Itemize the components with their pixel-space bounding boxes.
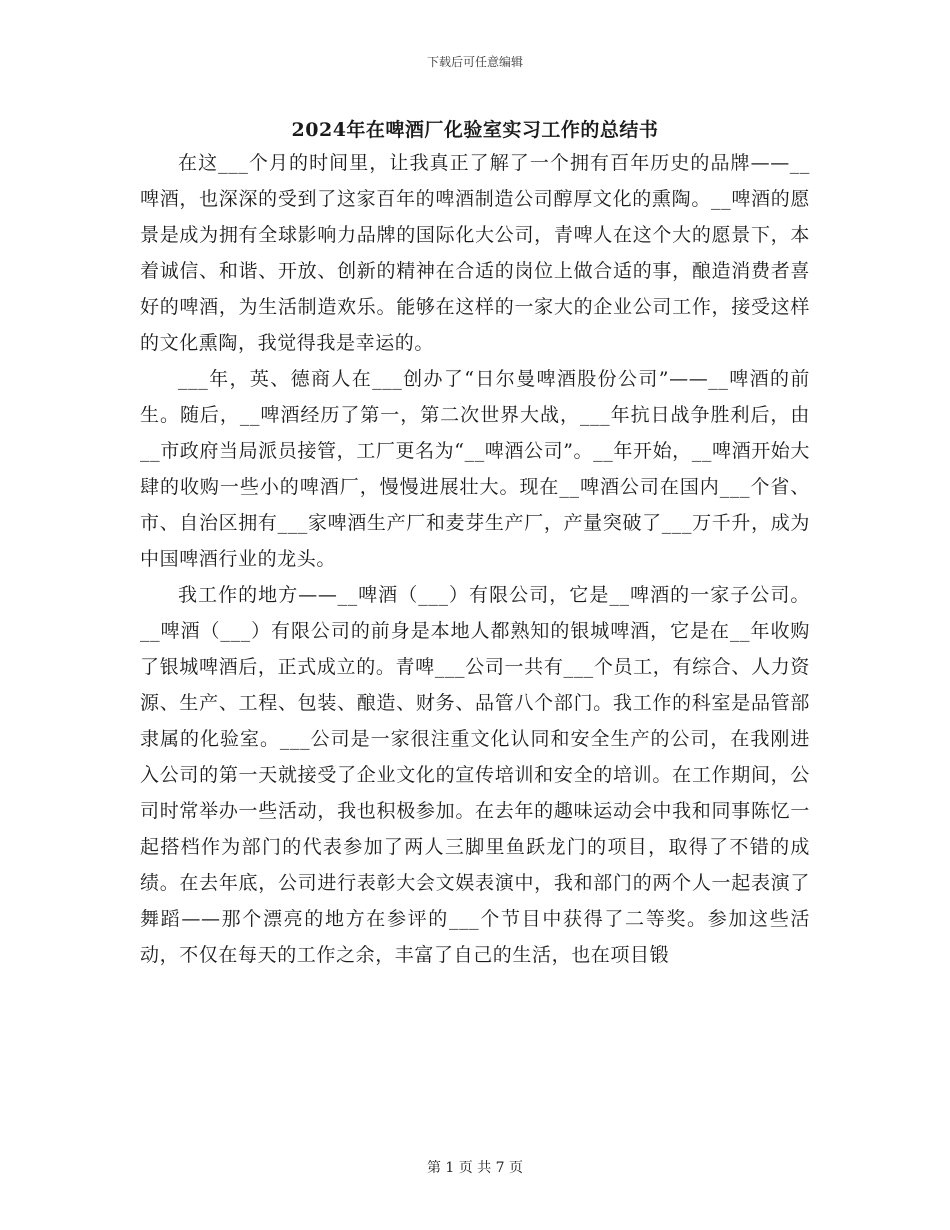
paragraph-intro: 在这___个月的时间里，让我真正了解了一个拥有百年历史的品牌——__啤酒，也深深的受到了这家百年的啤酒制造公司醇厚文化的熏陶。__啤酒的愿景是成为拥有全球影响力品牌的国际化大公司，青啤人在这个大的愿景下，本着诚信、和谐、开放、创新的精神在合适的岗位上做合适的事，酿造消费者喜好的啤酒，为生活制造欢乐。能够在这样的一家大的企业公司工作，接受这样的文化熏陶，我觉得我是幸运的。	[140, 152, 810, 354]
paragraph-workplace: 我工作的地方——__啤酒（___）有限公司，它是__啤酒的一家子公司。__啤酒（___）有限公司的前身是本地人都熟知的银城啤酒，它是在__年收购了银城啤酒后，正式成立的。青啤___公司一共有___个员工，有综合、人力资源、生产、工程、包装、酿造、财务、品管八个部门。我工作的科室是品管部隶属的化验室。___公司是一家很注重文化认同和安全生产的公司，在我刚进入公司的第一天就接受了企业文化的宣传培训和安全的培训。在工作期间，公司时常举办一些活动，我也积极参加。在去年的趣味运动会中我和同事陈忆一起搭档作为部门的代表参加了两人三脚里鱼跃龙门的项目，取得了不错的成绩。在去年底，公司进行表彰大会文娱表演中，我和部门的两个人一起表演了舞蹈——那个漂亮的地方在参评的___个节目中获得了二等奖。参加这些活动，不仅在每天的工作之余，丰富了自己的生活，也在项目锻	[140, 584, 810, 966]
paragraph-history: ___年，英、德商人在___创办了“日尔曼啤酒股份公司”——__啤酒的前生。随后，__啤酒经历了第一，第二次世界大战，___年抗日战争胜利后，由__市政府当局派员接管，工厂更名为“__啤酒公司”。__年开始，__啤酒开始大肆的收购一些小的啤酒厂，慢慢进展壮大。现在__啤酒公司在国内___个省、市、自治区拥有___家啤酒生产厂和麦芽生产厂，产量突破了___万千升，成为中国啤酒行业的龙头。	[140, 368, 811, 570]
page-number: 第 1 页 共 7 页	[426, 1160, 524, 1176]
document-title: 2024年在啤酒厂化验室实习工作的总结书	[291, 119, 659, 141]
document-body	[140, 145, 810, 973]
download-note: 下载后可任意编辑	[426, 55, 523, 69]
